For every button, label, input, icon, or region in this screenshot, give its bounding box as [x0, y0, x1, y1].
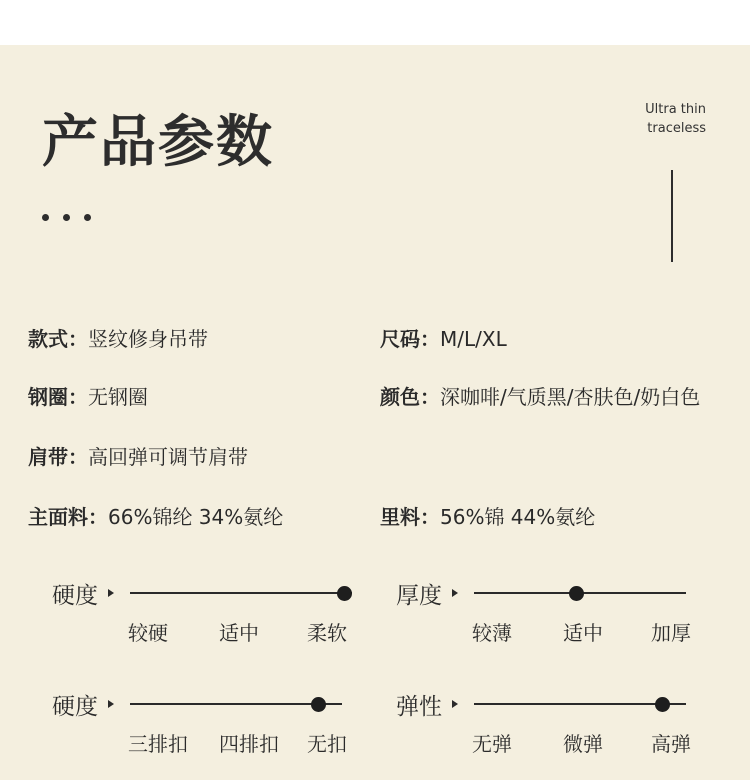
scale-knob-elasticity[interactable] [655, 697, 670, 712]
scale-tick-hardness: 柔软 [307, 621, 347, 645]
spec-main-fabric-value: 66%锦纶 34%氨纶 [108, 505, 284, 529]
scale-tick-thickness: 适中 [563, 621, 603, 645]
scale-tick-buckle: 四排扣 [219, 732, 279, 756]
scale-tick-buckle: 三排扣 [128, 732, 188, 756]
arrow-right-icon [108, 589, 114, 597]
scale-tick-thickness: 较薄 [472, 621, 512, 645]
scale-tick-elasticity: 高弹 [651, 732, 691, 756]
spec-style [28, 323, 208, 352]
spec-strap-value: 高回弹可调节肩带 [88, 445, 248, 469]
vertical-divider [671, 170, 673, 262]
spec-lining-key: 里料： [380, 505, 440, 529]
tagline-line2: traceless [647, 121, 706, 136]
arrow-right-icon [452, 700, 458, 708]
scale-tick-elasticity: 微弹 [563, 732, 603, 756]
scale-tick-elasticity: 无弹 [472, 732, 512, 756]
arrow-right-icon [452, 589, 458, 597]
spec-lining [380, 501, 595, 530]
spec-color [380, 381, 700, 410]
scale-label-thickness: 厚度 [396, 583, 442, 609]
spec-main-fabric-key: 主面料： [28, 505, 108, 529]
spec-size [380, 323, 507, 352]
tagline [645, 100, 706, 138]
spec-size-value: M/L/XL [440, 327, 507, 351]
dot [42, 214, 49, 221]
scale-track-hardness [130, 592, 352, 594]
scale-tick-hardness: 适中 [219, 621, 259, 645]
spec-color-key: 颜色： [380, 385, 440, 409]
scale-label-hardness: 硬度 [52, 583, 98, 609]
spec-strap-key: 肩带： [28, 445, 88, 469]
scale-knob-hardness[interactable] [337, 586, 352, 601]
scale-tick-buckle: 无扣 [307, 732, 347, 756]
page-title: 产品参数 [42, 110, 274, 175]
arrow-right-icon [108, 700, 114, 708]
spec-color-value: 深咖啡/气质黑/杏肤色/奶白色 [440, 385, 701, 409]
tagline-line1: Ultra thin [645, 102, 706, 117]
scale-tick-thickness: 加厚 [651, 621, 691, 645]
spec-wire-value: 无钢圈 [88, 385, 148, 409]
spec-strap [28, 441, 248, 470]
ellipsis-dots [42, 214, 91, 221]
spec-size-key: 尺码： [380, 327, 440, 351]
spec-main-fabric [28, 501, 283, 530]
scale-tick-hardness: 较硬 [128, 621, 168, 645]
spec-wire-key: 钢圈： [28, 385, 88, 409]
spec-style-key: 款式： [28, 327, 88, 351]
dot [84, 214, 91, 221]
scale-knob-buckle[interactable] [311, 697, 326, 712]
spec-wire [28, 381, 148, 410]
spec-style-value: 竖纹修身吊带 [88, 327, 208, 351]
scale-label-buckle: 硬度 [52, 694, 98, 720]
scale-knob-thickness[interactable] [569, 586, 584, 601]
dot [63, 214, 70, 221]
spec-lining-value: 56%锦 44%氨纶 [440, 505, 596, 529]
scale-label-elasticity: 弹性 [396, 694, 442, 720]
